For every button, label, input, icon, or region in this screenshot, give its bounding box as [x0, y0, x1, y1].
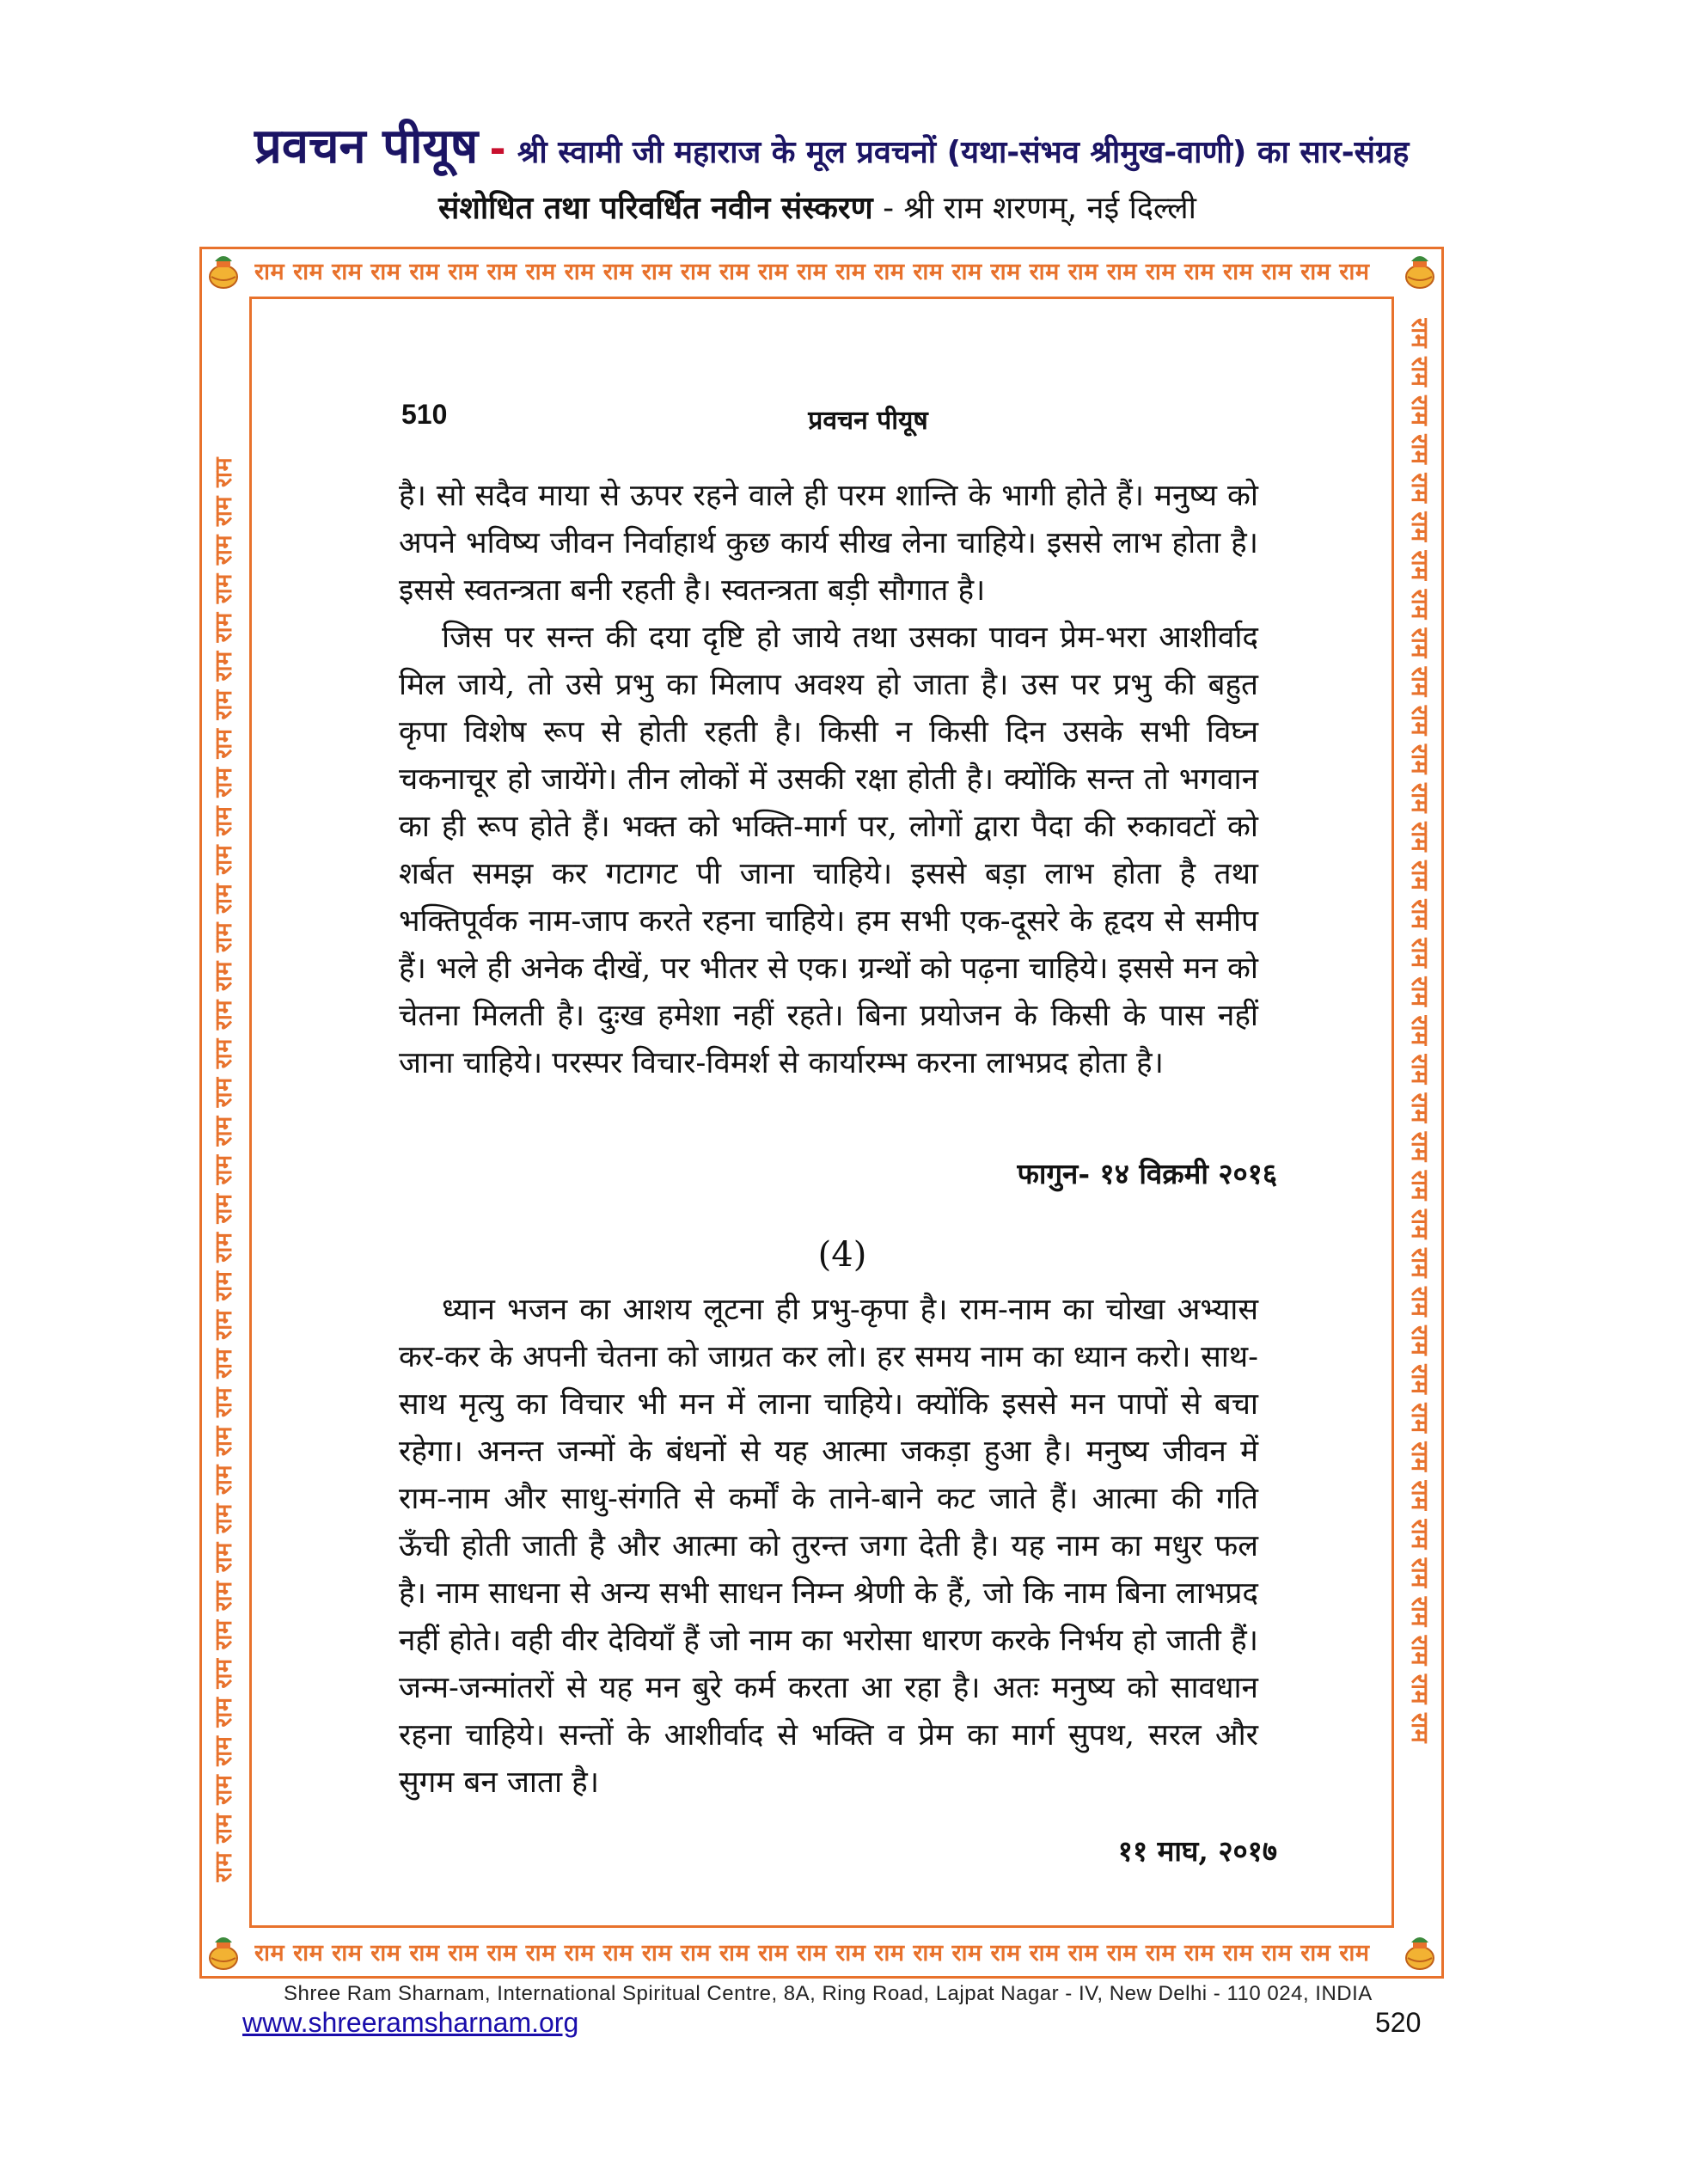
publisher-label: - श्री राम शरणम्, नई दिल्ली: [883, 191, 1196, 226]
paragraph-3: ध्यान भजन का आशय लूटना ही प्रभु-कृपा है। राम-नाम का चोखा अभ्यास कर-कर के अपनी चेतना को जाग्रत कर लो। हर समय नाम का ध्यान करो। साथ-साथ मृत्यु का विचार भी मन में लाना चाहिये। क्योंकि इससे मन पापों से बचा रहेगा। अनन्त जन्मों के बंधनों से यह आत्मा जकड़ा हुआ है। मनुष्य जीवन में राम-नाम और साधु-संगति से कर्मों के ताने-बाने कट जाते हैं। आत्मा की गति ऊँची होती जाती है और आत्मा को तुरन्त जगा देती है। यह नाम का मधुर फल है। नाम साधना से अन्य सभी साधन निम्न श्रेणी के हैं, जो कि नाम बिना लाभप्रद नहीं होते। वही वीर देवियाँ हैं जो नाम का भरोसा धारण करके निर्भय हो जाती हैं। जन्म-जन्मांतरों से यह मन बुरे कर्म करता आ रहा है। अतः मनुष्य को सावधान रहना चाहिये। सन्तों के आशीर्वाद से भक्ति व प्रेम का मार्ग सुपथ, सरल और सुगम बन जाता है।: [399, 1293, 1258, 1800]
book-page-number: 510: [401, 399, 448, 430]
border-text-left: राम राम राम राम राम राम राम राम राम राम राम राम राम राम राम राम राम राम राम राम राम राम राम राम राम राम राम राम राम राम राम राम राम राम राम राम राम: [211, 456, 237, 1882]
border-text-top: राम राम राम राम राम राम राम राम राम राम राम राम राम राम राम राम राम राम राम राम राम राम राम राम राम राम राम राम राम: [254, 259, 1370, 285]
paragraph-2: जिस पर सन्त की दया दृष्टि हो जाये तथा उसका पावन प्रेम-भरा आशीर्वाद मिल जाये, तो उसे प्रभु का मिलाप अवश्य हो जाता है। उस पर प्रभु की बहुत कृपा विशेष रूप से होती रहती है। किसी न किसी दिन उसके सभी विघ्न चकनाचूर हो जायेंगे। तीन लोकों में उसकी रक्षा होती है। क्योंकि सन्त तो भगवान का ही रूप होते हैं। भक्त को भक्ति-मार्ग पर, लोगों द्वारा पैदा की रुकावटों को शर्बत समझ कर गटागट पी जाना चाहिये। इससे बड़ा लाभ होता है तथा भक्तिपूर्वक नाम-जाप करते रहना चाहिये। हम सभी एक-दूसरे के हृदय से समीप हैं। भले ही अनेक दीखें, पर भीतर से एक। ग्रन्थों को पढ़ना चाहिये। इससे मन को चेतना मिलती है। दुःख हमेशा नहीं रहते। बिना प्रयोजन के किसी के पास नहीं जाना चाहिये। परस्पर विचार-विमर्श से कार्यारम्भ करना लाभप्रद होता है।: [399, 621, 1258, 1080]
kalash-icon: [1399, 251, 1440, 292]
date-signature-1: फागुन- १४ विक्रमी २०१६: [1017, 1157, 1277, 1190]
header-title-line: [254, 112, 1492, 177]
border-text-right: राम राम राम राम राम राम राम राम राम राम राम राम राम राम राम राम राम राम राम राम राम राम राम राम राम राम राम राम राम राम राम राम राम राम राम राम राम: [1406, 318, 1433, 1744]
edition-label: संशोधित तथा परिवर्धित नवीन संस्करण: [438, 191, 873, 226]
kalash-icon: [203, 251, 244, 292]
book-subtitle: श्री स्वामी जी महाराज के मूल प्रवचनों (यथा-संभव श्रीमुख-वाणी) का सार-संग्रह: [517, 135, 1410, 170]
date-signature-2: ११ माघ, २०१७: [1117, 1834, 1277, 1868]
running-title: प्रवचन पीयूष: [808, 406, 928, 436]
paragraph-1: है। सो सदैव माया से ऊपर रहने वाले ही परम शान्ति के भागी होते हैं। मनुष्य को अपने भविष्य जीवन निर्वाहार्थ कुछ कार्य सीख लेना चाहिये। इससे लाभ होता है। इससे स्वतन्त्रता बनी रहती है। स्वतन्त्रता बड़ी सौगात है।: [399, 479, 1258, 608]
pdf-page-number: 520: [1375, 2007, 1422, 2038]
kalash-icon: [203, 1932, 244, 1973]
book-title: प्रवचन पीयूष: [254, 119, 479, 174]
border-text-bottom: राम राम राम राम राम राम राम राम राम राम राम राम राम राम राम राम राम राम राम राम राम राम राम राम राम राम राम राम राम: [254, 1940, 1370, 1967]
footer-address: Shree Ram Sharnam, International Spiritual Centre, 8A, Ring Road, Lajpat Nagar - IV, New Delhi - 110 024, INDIA: [284, 1982, 1373, 2005]
title-separator: -: [489, 125, 506, 172]
section-number: (4): [817, 1235, 867, 1275]
header-edition-line: [438, 186, 1298, 228]
kalash-icon: [1399, 1932, 1440, 1973]
website-link[interactable]: www.shreeramsharnam.org: [242, 2007, 579, 2038]
